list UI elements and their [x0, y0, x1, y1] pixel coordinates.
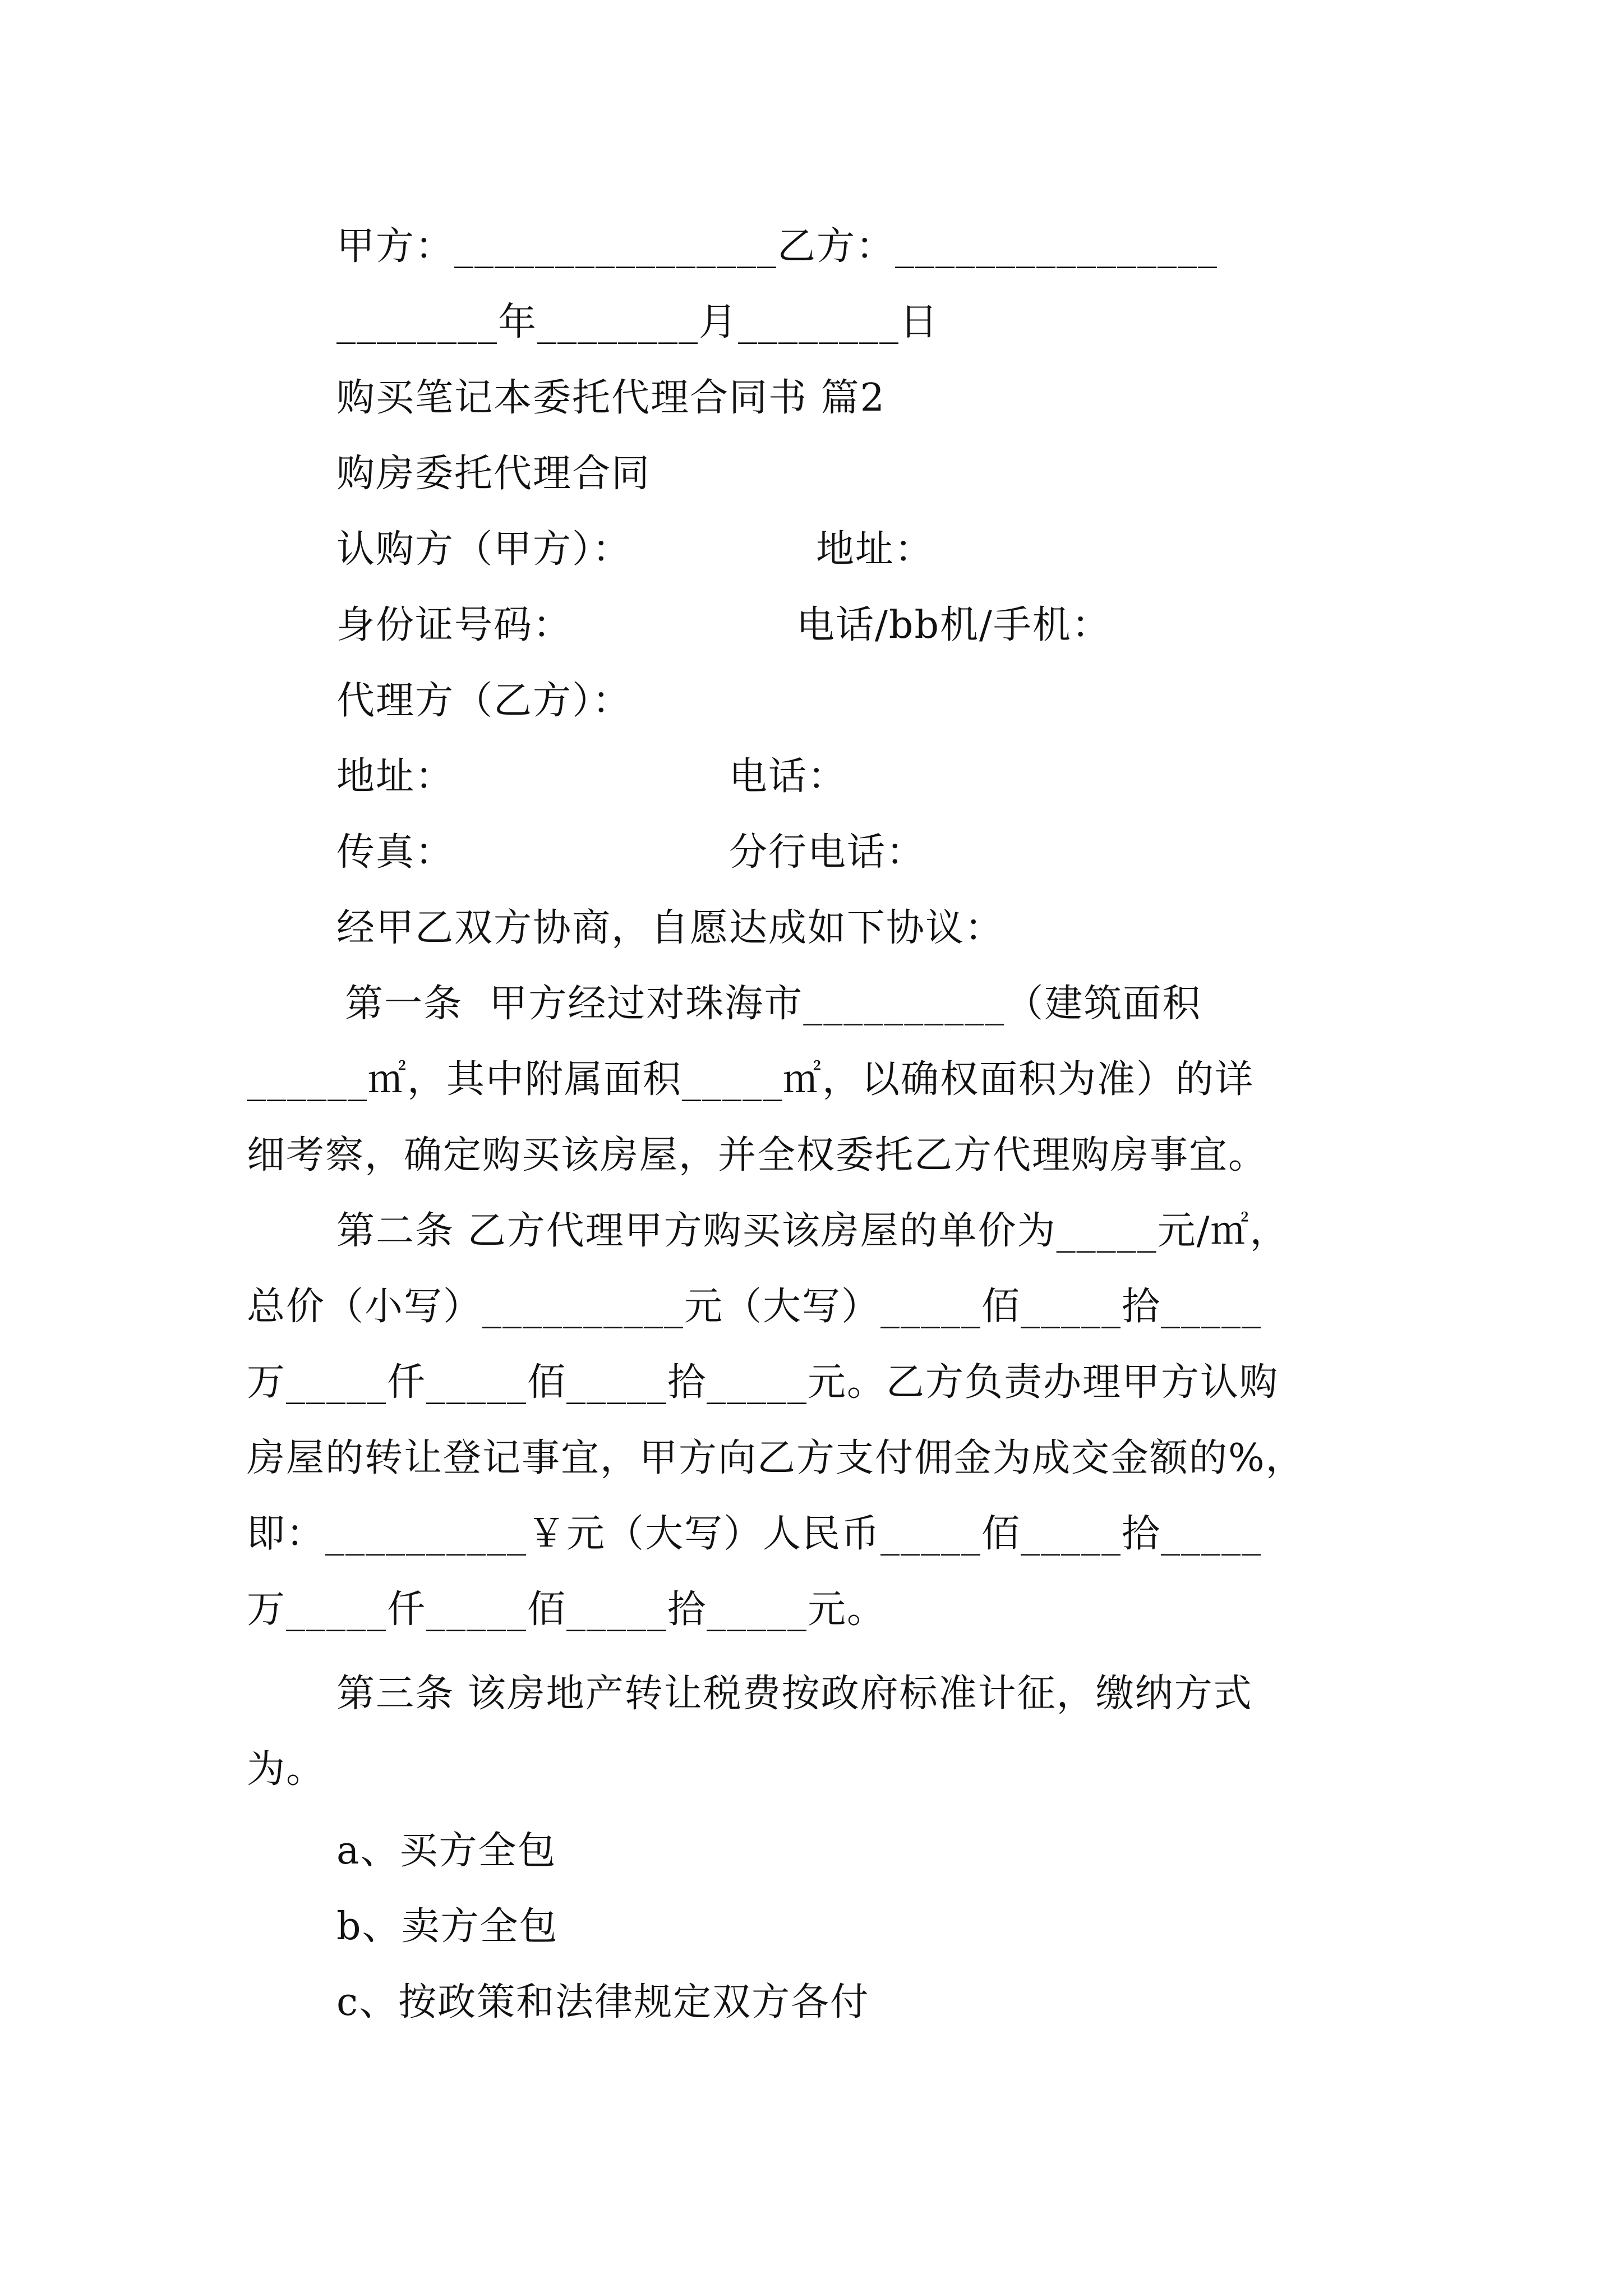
option-a: a、买方全包 [336, 1829, 557, 1873]
article-2-line-2: 总价（小写）__________元（大写）_____佰_____拾_____ [247, 1285, 1262, 1329]
option-b: b、卖方全包 [336, 1904, 559, 1949]
article-2-line-4: 房屋的转让登记事宜，甲方向乙方支付佣金为成交金额的%， [247, 1436, 1305, 1480]
signature-date-line: ________年________月________日 [336, 300, 939, 344]
article-2-line-5: 即：__________￥元（大写）人民币_____佰_____拾_____ [247, 1512, 1262, 1556]
article-title: 购买笔记本委托代理合同书 篇2 [336, 376, 886, 420]
contract-title: 购房委托代理合同 [336, 452, 651, 496]
article-2-line-1: 第二条 乙方代理甲方购买该房屋的单价为_____元/㎡， [336, 1209, 1289, 1253]
intro-paragraph: 经甲乙双方协商，自愿达成如下协议： [336, 906, 1004, 950]
agent-address-label: 地址： [336, 754, 455, 799]
buyer-label: 认购方（甲方）： [336, 527, 632, 572]
agent-label: 代理方（乙方）： [336, 679, 632, 723]
article-2-line-6: 万_____仟_____佰_____拾_____元。 [247, 1588, 887, 1632]
signature-party-line: 甲方：________________乙方：________________ [336, 224, 1219, 269]
agent-phone-label: 电话： [729, 754, 847, 799]
article-2-line-3: 万_____仟_____佰_____拾_____元。乙方负责办理甲方认购 [247, 1360, 1279, 1405]
article-1-line-3: 细考察，确定购买该房屋，并全权委托乙方代理购房事宜。 [247, 1133, 1268, 1177]
branch-phone-label: 分行电话： [729, 830, 926, 875]
fax-label: 传真： [336, 830, 455, 875]
id-number-label: 身份证号码： [336, 603, 573, 647]
article-3-line-2: 为。 [247, 1747, 326, 1792]
buyer-phone-label: 电话/bb机/手机： [796, 603, 1111, 647]
buyer-address-label: 地址： [816, 527, 934, 572]
article-1-line-1: 第一条 甲方经过对珠海市__________（建筑面积 [345, 982, 1202, 1026]
article-1-line-2: ______㎡，其中附属面积_____㎡，以确权面积为准）的详 [247, 1057, 1255, 1102]
article-3-line-1: 第三条 该房地产转让税费按政府标准计征，缴纳方式 [336, 1672, 1253, 1716]
option-c: c、按政策和法律规定双方各付 [336, 1980, 870, 2024]
